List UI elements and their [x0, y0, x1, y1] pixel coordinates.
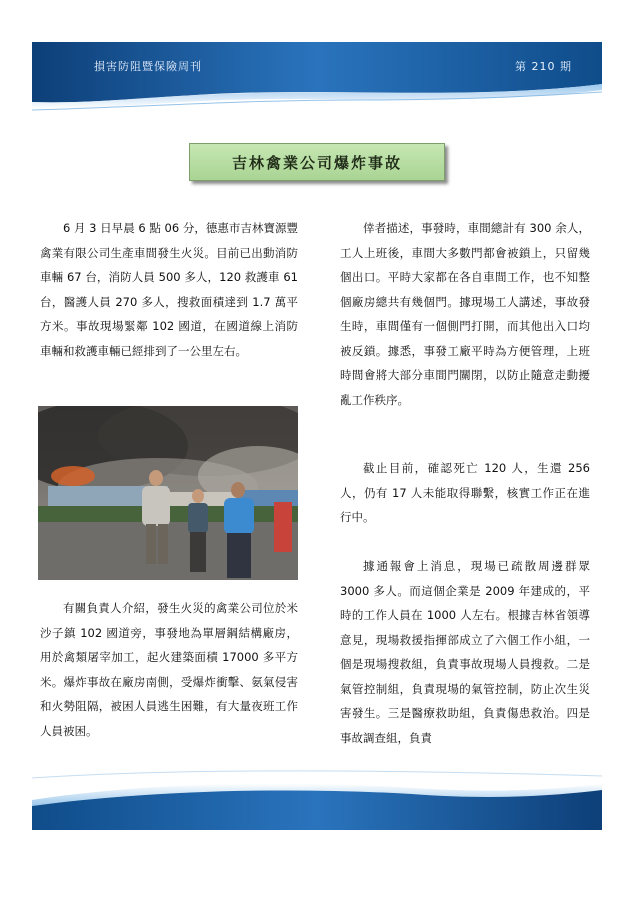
fire-scene-photo	[38, 406, 298, 580]
paragraph-text: 倖者描述，事發時，車間總計有 300 余人，工人上班後，車間大多數門都會被鎖上，只留幾個出口。平時大家都在各自車間工作，也不知整個廠房總共有幾個門。據現場工人講述，事故發生時，車間僅有一個側門打開，而其他出入口均被反鎖。據悉，事發工廠平時為方便管理，上班時間會將大部分車間門關閉，以防止隨意走動擾亂工作秩序。	[340, 221, 590, 407]
article-title-box	[189, 143, 445, 181]
paragraph-text: 截止目前，確認死亡 120 人，生還 256 人，仍有 17 人未能取得聯繫，核實工作正在進行中。	[340, 461, 590, 524]
footer-wave-graphic	[32, 760, 602, 830]
header-wave-graphic	[32, 42, 602, 112]
page-footer	[32, 760, 602, 830]
right-paragraph-1	[340, 216, 590, 412]
left-paragraph-2	[40, 596, 298, 743]
left-paragraph-1	[40, 216, 298, 363]
paragraph-text: 據通報會上消息，現場已疏散周邊群眾 3000 多人。而這個企業是 2009 年建成的，平時的工作人員在 1000 人左右。根據吉林省領導意見，現場救援指揮部成立了六個工作小組，一個是現場搜救組，負責事故現場人員搜救。二是氣管控制組，負責現場的氣管控制，防止次生災害發生。三是醫療救助組，負責傷患救治。四是事故調查組，負責	[340, 559, 590, 745]
page-header	[32, 42, 602, 112]
paragraph-text: 6 月 3 日早晨 6 點 06 分，德惠市吉林寶源豐禽業有限公司生產車間發生火災。目前已出動消防車輛 67 台，消防人員 500 多人，120 救護車 61 台，醫護人員 270 多人，搜救面積達到 1.7 萬平方米。事故現場緊鄰 102 國道，在國道線上消防車輛和救護車輛已經排到了一公里左右。	[40, 221, 298, 358]
right-paragraph-3	[340, 554, 590, 750]
paragraph-text: 有關負責人介紹，發生火災的禽業公司位於米沙子鎮 102 國道旁，事發地為單層鋼結構廠房，用於禽類屠宰加工，起火建築面積 17000 多平方米。爆炸事故在廠房南側，受爆炸衝擊、氨氣侵害和火勢阻隔，被困人員逃生困難，有大量夜班工作人員被困。	[40, 601, 298, 738]
publication-name: 損害防阻暨保險周刊	[94, 60, 202, 73]
right-paragraph-2	[340, 456, 590, 530]
article-title: 吉林禽業公司爆炸事故	[231, 153, 402, 172]
issue-number: 第 210 期	[515, 60, 572, 73]
